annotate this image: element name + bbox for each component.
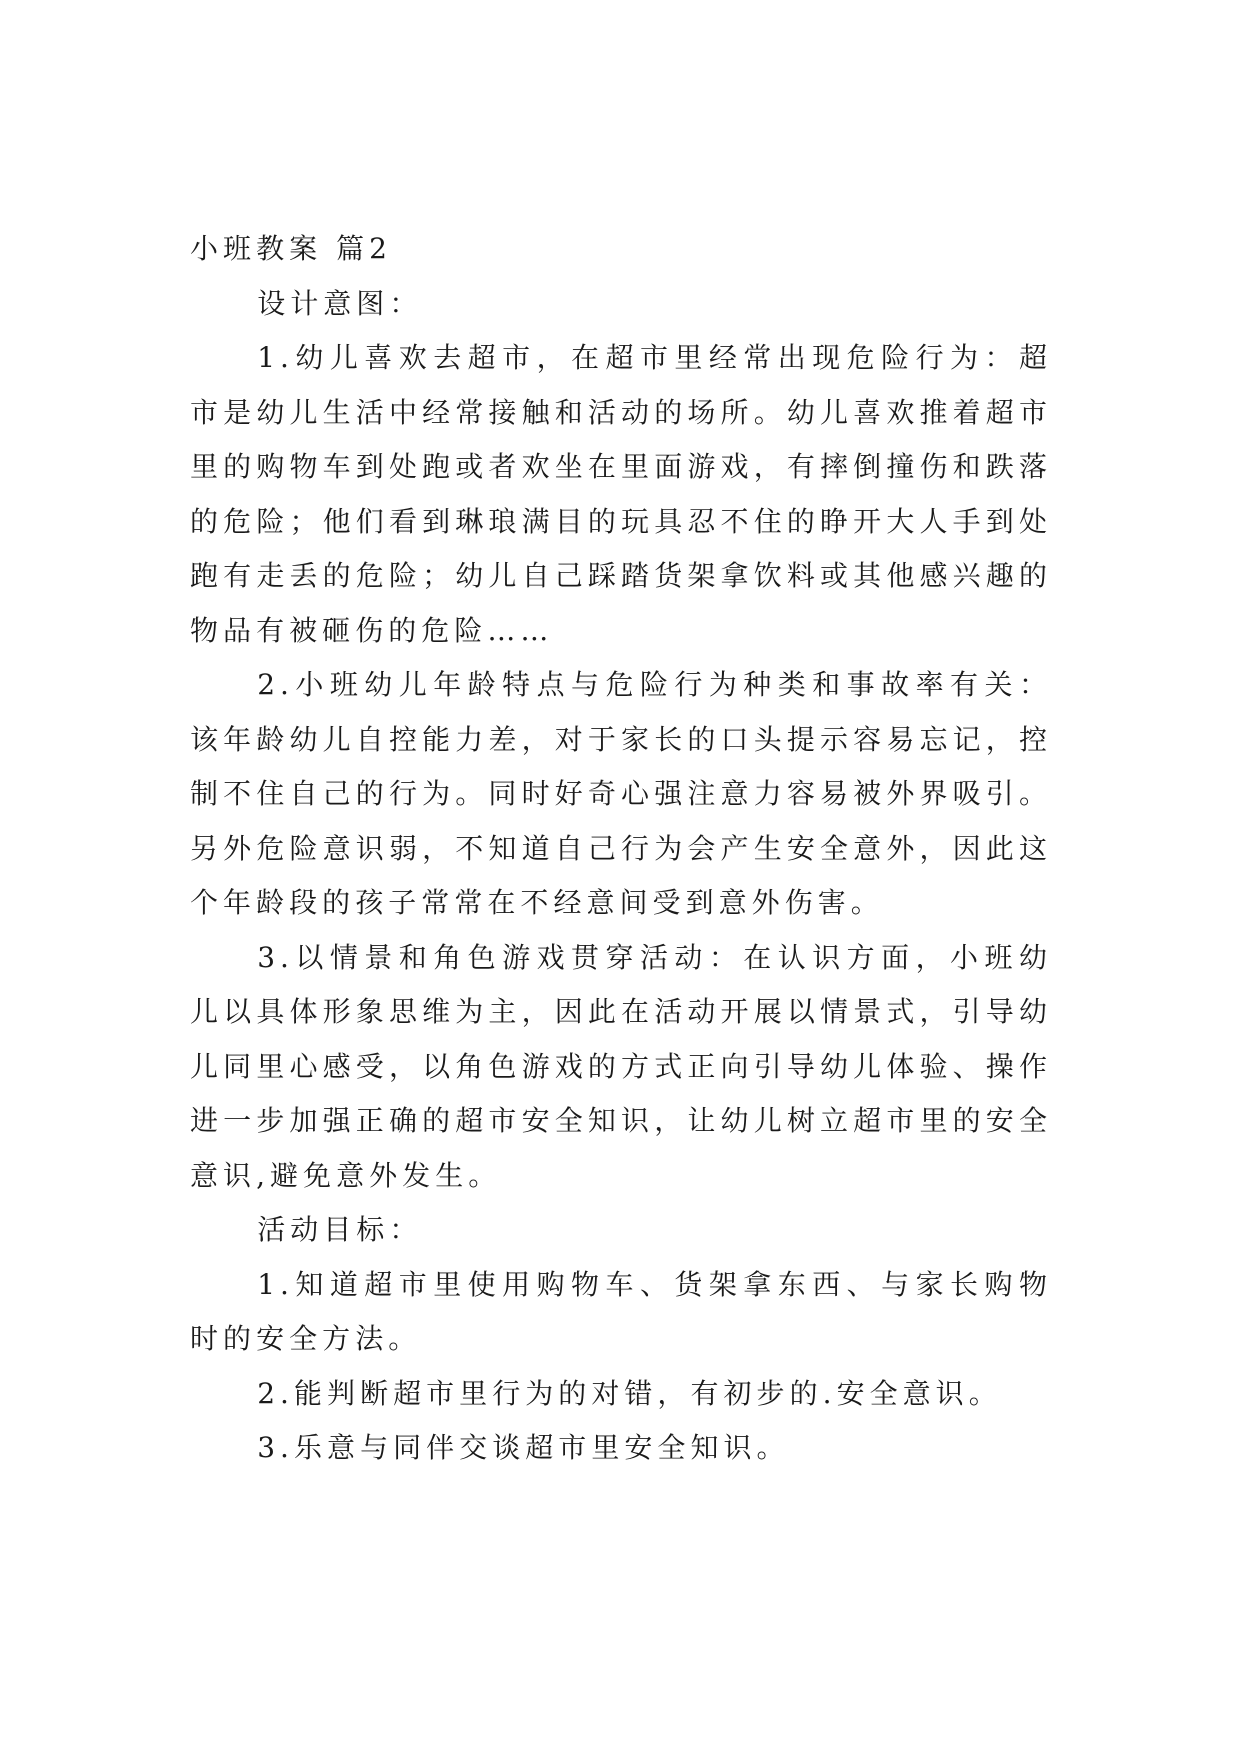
paragraph-goal-3: 3.乐意与同伴交谈超市里安全知识。: [257, 1431, 790, 1464]
section-heading-activity-goals: 活动目标：: [257, 1213, 423, 1246]
paragraph-design-intent-2: 2.小班幼儿年龄特点与危险行为种类和事故率有关：该年龄幼儿自控能力差，对于家长的口头提示容易忘记，控制不住自己的行为。同时好奇心强注意力容易被外界吸引。另外危险意识弱，不知道自己行为会产生安全意外，因此这个年龄段的孩子常常在不经意间受到意外伤害。: [190, 668, 1052, 919]
paragraph-goal-2: 2.能判断超市里行为的对错，有初步的.安全意识。: [257, 1376, 1002, 1410]
paragraph-goal-1: 1.知道超市里使用购物车、货架拿东西、与家长购物时的安全方法。: [190, 1267, 1052, 1355]
document-body: [190, 222, 1052, 1476]
document-title: 小班教案 篇2: [190, 232, 392, 265]
paragraph-design-intent-3: 3.以情景和角色游戏贯穿活动：在认识方面，小班幼儿以具体形象思维为主，因此在活动开展以情景式，引导幼儿同里心感受，以角色游戏的方式正向引导幼儿体验、操作进一步加强正确的超市安全知识，让幼儿树立超市里的安全意识,避免意外发生。: [190, 940, 1052, 1192]
section-heading-design-intent: 设计意图：: [257, 286, 423, 320]
paragraph-design-intent-1: 1.幼儿喜欢去超市，在超市里经常出现危险行为：超市是幼儿生活中经常接触和活动的场所。幼儿喜欢推着超市里的购物车到处跑或者欢坐在里面游戏，有摔倒撞伤和跌落的危险；他们看到琳琅满目的玩具忍不住的睁开大人手到处跑有走丢的危险；幼儿自己踩踏货架拿饮料或其他感兴趣的物品有被砸伤的危险……: [190, 341, 1052, 647]
